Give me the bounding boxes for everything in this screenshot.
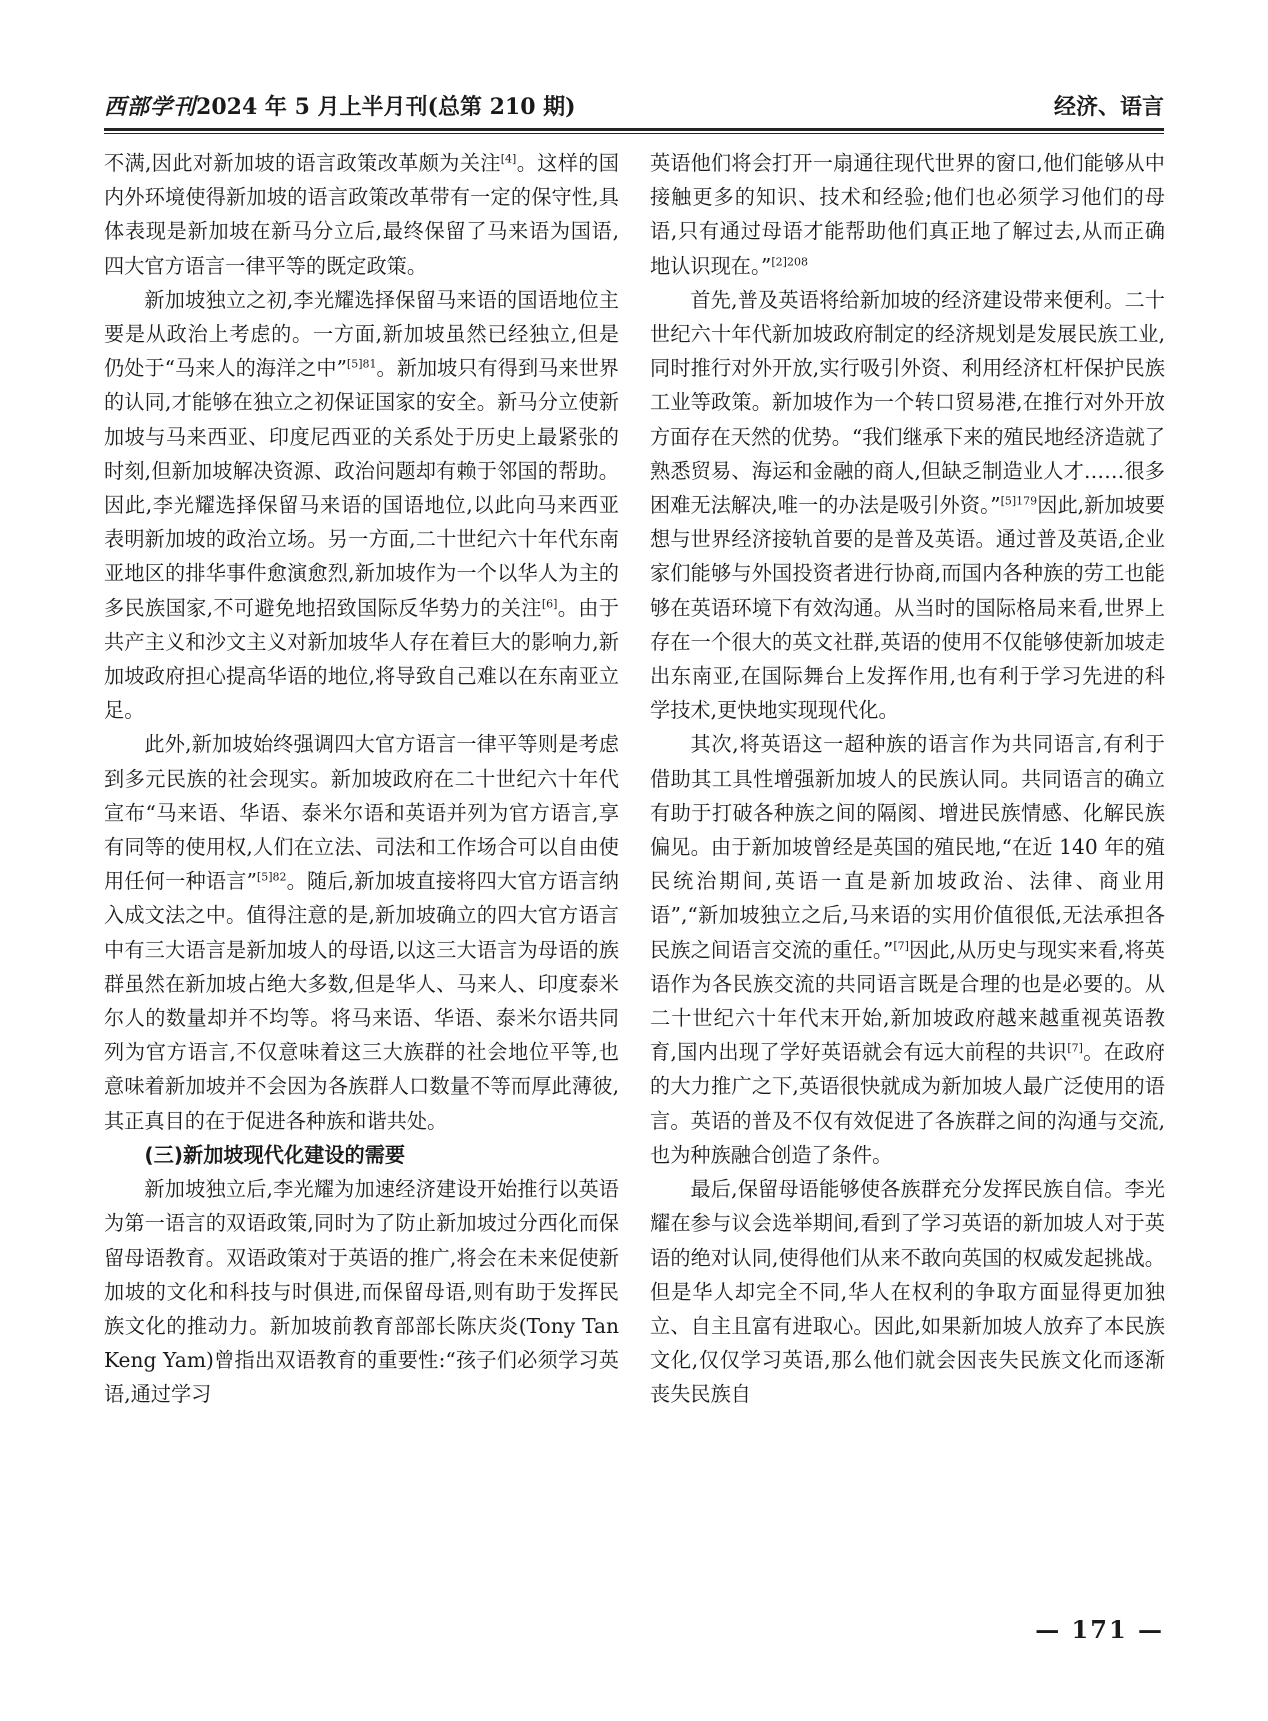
paragraph: 新加坡独立后,李光耀为加速经济建设开始推行以英语为第一语言的双语政策,同时为了防止新加坡过分西化而保留母语教育。双语政策对于英语的推广,将会在未来促使新加坡的文化和科技与时俱进,而保留母语,则有助于发挥民族文化的推动力。新加坡前教育部部长陈庆炎(Tony Tan Keng Yam)曾指出双语教育的重要性:“孩子们必须学习英语,通过学习 bbox=[104, 1177, 619, 1407]
paragraph: 最后,保留母语能够使各族群充分发挥民族自信。李光耀在参与议会选举期间,看到了学习英语的新加坡人对于英语的绝对认同,使得他们从来不敢向英国的权威发起挑战。但是华人却完全不同,华人在权利的争取方面显得更加独立、自主且富有进取心。因此,如果新加坡人放弃了本民族文化,仅仅学习英语,那么他们就会因丧失民族文化而逐渐丧失民族自 bbox=[650, 1177, 1165, 1407]
section-label: 经济、语言 bbox=[1053, 94, 1164, 120]
citation[interactable]: [6] bbox=[541, 596, 558, 610]
paragraph: 首先,普及英语将给新加坡的经济建设带来便利。二十世纪六十年代新加坡政府制定的经济规划是发展民族工业,同时推行对外开放,实行吸引外资、利用经济杠杆保护民族工业等政策。新加坡作为一个转口贸易港,在推行对外开放方面存在天然的优势。“我们继承下来的殖民地经济造就了熟悉贸易、海运和金融的商人,但缺乏制造业人才……很多困难无法解决,唯一的办法是吸引外资。”$^{[5]179}$因此,新加坡要想与世界经济接轨首要的是普及英语。通过普及英语,企业家们能够与外国投资者进行协商,而国内各种族的劳工也能够在英语环境下有效沟通。从当时的国际格局来看,世界上存在一个很大的英文社群,英语的使用不仅能够使新加坡走出东南亚,在国际舞台上发挥作用,也有利于学习先进的科学技术,更快地实现现代化。 bbox=[650, 287, 1166, 723]
citation[interactable]: [7] bbox=[1067, 1041, 1083, 1055]
citation[interactable]: [5]82 bbox=[256, 870, 287, 884]
citation[interactable]: [5]81 bbox=[346, 357, 377, 371]
left-column bbox=[104, 146, 619, 1412]
page-number: — 171 — bbox=[1035, 1615, 1164, 1644]
paragraph: 新加坡独立之初,李光耀选择保留马来语的国语地位主要是从政治上考虑的。一方面,新加坡虽然已经独立,但是仍处于“马来人的海洋之中”$^{[5]81}$。新加坡只有得到马来世界的认同,才能够在独立之初保证国家的安全。新马分立使新加坡与马来西亚、印度尼西亚的关系处于历史上最紧张的时刻,但新加坡解决资源、政治问题却有赖于邻国的帮助。因此,李光耀选择保留马来语的国语地位,以此向马来西亚表明新加坡的政治立场。另一方面,二十世纪六十年代东南亚地区的排华事件愈演愈烈,新加坡作为一个以华人为主的多民族国家,不可避免地招致国际反华势力的关注[6]。由于共产主义和沙文主义对新加坡华人存在着巨大的影响力,新加坡政府担心提高华语的地位,将导致自己难以在东南亚立足。 bbox=[104, 287, 619, 723]
section-heading: (三)新加坡现代化建设的需要 bbox=[144, 1142, 406, 1167]
paragraph: 英语他们将会打开一扇通往现代世界的窗口,他们能够从中接触更多的知识、技术和经验;他们也必须学习他们的母语,只有通过母语才能帮助他们真正地了解过去,从而正确地认识现在。”$^{[2]208}$ bbox=[650, 151, 1165, 278]
running-header bbox=[104, 86, 1164, 126]
paragraph: 不满,因此对新加坡的语言政策改革颇为关注[4]。这样的国内外环境使得新加坡的语言政策改革带有一定的保守性,具体表现是新加坡在新马分立后,最终保留了马来语为国语,四大官方语言一律平等的既定政策。 bbox=[104, 151, 619, 278]
right-column bbox=[650, 146, 1165, 1412]
header-rule-thin bbox=[104, 133, 1164, 134]
header-rule bbox=[104, 128, 1164, 131]
citation[interactable]: [2]208 bbox=[771, 254, 808, 268]
issue-info: 2024 年 5 月上半月刊(总第 210 期) bbox=[196, 94, 576, 120]
journal-logo: 西部学刊 bbox=[104, 94, 197, 120]
citation[interactable]: [4] bbox=[500, 152, 517, 166]
paragraph: 其次,将英语这一超种族的语言作为共同语言,有利于借助其工具性增强新加坡人的民族认同。共同语言的确立有助于打破各种族之间的隔阂、增进民族情感、化解民族偏见。由于新加坡曾经是英国的殖民地,“在近 140 年的殖民统治期间,英语一直是新加坡政治、法律、商业用语”,“新加坡独立之后,马来语的实用价值很低,无法承担各民族之间语言交流的重任。”[7]因此,从历史与现实来看,将英语作为各民族交流的共同语言既是合理的也是必要的。从二十世纪六十年代末开始,新加坡政府越来越重视英语教育,国内出现了学好英语就会有远大前程的共识[7]。在政府的大力推广之下,英语很快就成为新加坡人最广泛使用的语言。英语的普及不仅有效促进了各族群之间的沟通与交流,也为种族融合创造了条件。 bbox=[650, 732, 1165, 1167]
journal-title bbox=[104, 90, 576, 121]
paragraph: 此外,新加坡始终强调四大官方语言一律平等则是考虑到多元民族的社会现实。新加坡政府在二十世纪六十年代宣布“马来语、华语、泰米尔语和英语并列为官方语言,享有同等的使用权,人们在立法、司法和工作场合可以自由使用任何一种语言”$^{[5]82}$。随后,新加坡直接将四大官方语言纳入成文法之中。值得注意的是,新加坡确立的四大官方语言中有三大语言是新加坡人的母语,以这三大语言为母语的族群虽然在新加坡占绝大多数,但是华人、马来人、印度泰米尔人的数量却并不均等。将马来语、华语、泰米尔语共同列为官方语言,不仅意味着这三大族群的社会地位平等,也意味着新加坡并不会因为各族群人口数量不等而厚此薄彼,其正真目的在于促进各种族和谐共处。 bbox=[104, 732, 619, 1133]
citation[interactable]: [5]179 bbox=[1000, 494, 1038, 508]
citation[interactable]: [7] bbox=[893, 938, 909, 952]
